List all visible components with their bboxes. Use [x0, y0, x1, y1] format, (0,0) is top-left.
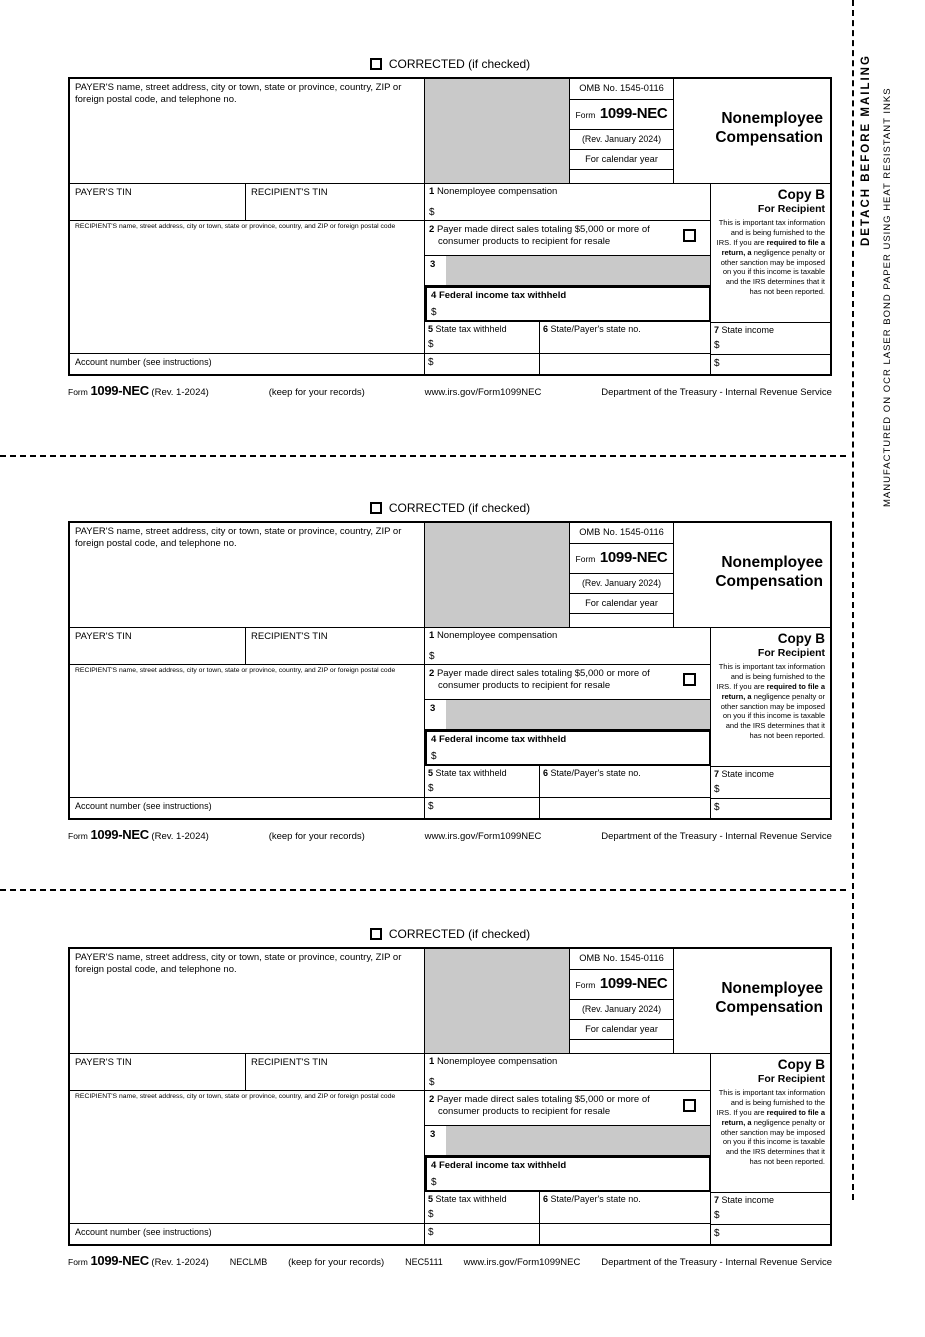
- form-title: [674, 949, 830, 1054]
- account-number-field: [70, 797, 425, 818]
- for-recipient-label: For Recipient: [757, 1073, 825, 1085]
- box3-shaded: [425, 1126, 711, 1156]
- box1-label-row: [429, 1056, 706, 1068]
- footer-irs-url: www.irs.gov/Form1099NEC: [463, 1257, 581, 1268]
- box2-checkbox[interactable]: [683, 229, 696, 242]
- recipient-tin-label: RECIPIENT'S TIN: [251, 631, 328, 642]
- recipient-tin-field: [246, 184, 425, 221]
- form-number-box: [570, 544, 673, 574]
- form-1099nec-sheet: [0, 927, 846, 1337]
- box6-number: 6: [543, 1194, 549, 1204]
- footer-keep-label: (keep for your records): [268, 831, 365, 842]
- state-row-divider: [425, 353, 539, 354]
- form-word: Form: [575, 980, 596, 990]
- box4-label-row: [431, 1160, 705, 1172]
- box6-number: 6: [543, 324, 549, 334]
- box4-number: 4: [431, 734, 437, 745]
- payer-tin-label: PAYER'S TIN: [75, 1057, 132, 1068]
- corrected-checkbox[interactable]: [370, 928, 382, 940]
- box2-label-row: [429, 224, 670, 248]
- calendar-year-label: For calendar year: [570, 1020, 673, 1040]
- box4-label: Federal income tax withheld: [438, 734, 567, 745]
- state-row-divider: [540, 353, 710, 354]
- box3-shaded: [425, 700, 711, 730]
- form-grid: [68, 77, 832, 376]
- account-number-label: Account number (see instructions): [75, 357, 212, 367]
- form-title-line1: Nonemployee: [721, 554, 823, 571]
- calendar-year-label: For calendar year: [570, 150, 673, 170]
- copy-b-label: Copy B: [777, 187, 825, 202]
- omb-column: [570, 79, 674, 184]
- form-word: Form: [575, 110, 596, 120]
- notice-text-2: negligence penalty or other sanction may be imposed on you if this income is taxable and the IRS determines that it has not been reported.: [720, 691, 825, 741]
- notice-text-bold: required to file a return, a: [721, 1107, 825, 1127]
- box4-label-row: [431, 290, 705, 302]
- footer-product-code-1: NECLMB: [229, 1257, 268, 1267]
- payer-tin-field: [70, 184, 246, 221]
- recipient-notice: [716, 218, 825, 297]
- notice-text-1: This is important tax information and is being furnished to the IRS. If you are: [716, 218, 825, 247]
- form-title-line1: Nonemployee: [721, 980, 823, 997]
- box1-label: Nonemployee compensation: [436, 630, 558, 641]
- box1-dollar-sign: $: [429, 207, 435, 218]
- box7-dollar-sign-2: $: [714, 1228, 720, 1239]
- account-number-field: [70, 1223, 425, 1244]
- recipient-tin-label: RECIPIENT'S TIN: [251, 1057, 328, 1068]
- box5-label: State tax withheld: [435, 1194, 507, 1204]
- footer-keep-label: (keep for your records): [268, 387, 365, 398]
- form-title: [674, 79, 830, 184]
- box1-number: 1: [429, 186, 435, 197]
- box3-shaded-fill: [446, 700, 710, 729]
- box7-state-income: [711, 322, 830, 374]
- notice-text-1: This is important tax information and is being furnished to the IRS. If you are: [716, 1088, 825, 1117]
- recipient-notice: [716, 1088, 825, 1167]
- state-row-divider: [540, 1223, 710, 1224]
- omb-column: [570, 949, 674, 1054]
- box7-number: 7: [714, 769, 720, 779]
- recipient-info-label: RECIPIENT'S name, street address, city or town, state or province, country, and ZIP or foreign postal code: [75, 667, 396, 674]
- footer-form-id: [68, 383, 209, 398]
- box4-number: 4: [431, 290, 437, 301]
- box3-shaded: [425, 256, 711, 286]
- box7-number: 7: [714, 1195, 720, 1205]
- form-title-line2: Compensation: [715, 573, 823, 591]
- box7-label: State income: [721, 769, 775, 779]
- box2-direct-sales: [425, 1091, 711, 1126]
- box7-label: State income: [721, 1195, 775, 1205]
- footer-treasury-label: Department of the Treasury - Internal Revenue Service: [601, 831, 832, 842]
- corrected-label: CORRECTED (if checked): [388, 501, 531, 515]
- footer-form-word: Form: [68, 387, 88, 397]
- box2-label-row: [429, 668, 670, 692]
- box2-label: Payer made direct sales totaling $5,000 or more of consumer products to recipient for resale: [436, 668, 650, 691]
- manufactured-notice-text: MANUFACTURED ON OCR LASER BOND PAPER USING HEAT RESISTANT INKS: [882, 87, 893, 507]
- state-row-divider: [540, 797, 710, 798]
- notice-text-bold: required to file a return, a: [721, 681, 825, 701]
- box1-label-row: [429, 630, 706, 642]
- footer-revision: (Rev. 1-2024): [151, 1257, 209, 1268]
- box2-label: Payer made direct sales totaling $5,000 or more of consumer products to recipient for resale: [436, 224, 650, 247]
- form-title-line2: Compensation: [715, 129, 823, 147]
- box2-number: 2: [429, 1094, 435, 1105]
- box1-label: Nonemployee compensation: [436, 186, 558, 197]
- form-word: Form: [575, 554, 596, 564]
- omb-number: OMB No. 1545-0116: [570, 949, 673, 970]
- box4-dollar-sign: $: [431, 307, 437, 318]
- footer-irs-url: www.irs.gov/Form1099NEC: [424, 387, 542, 398]
- box2-direct-sales: [425, 221, 711, 256]
- account-number-field: [70, 353, 425, 374]
- box6-state-payer-number: [540, 766, 711, 818]
- recipient-tin-field: [246, 1054, 425, 1091]
- footer-treasury-label: Department of the Treasury - Internal Revenue Service: [601, 1257, 832, 1268]
- footer-irs-url: www.irs.gov/Form1099NEC: [424, 831, 542, 842]
- form-title-line1: Nonemployee: [721, 110, 823, 127]
- corrected-row: [68, 501, 832, 518]
- form-number: 1099-NEC: [599, 105, 668, 122]
- box2-direct-sales: [425, 665, 711, 700]
- footer-form-number: 1099-NEC: [90, 827, 149, 842]
- copy-b-label: Copy B: [777, 631, 825, 646]
- box6-label: State/Payer's state no.: [550, 324, 641, 334]
- form-title: [674, 523, 830, 628]
- box1-dollar-sign: $: [429, 1077, 435, 1088]
- box5-number: 5: [428, 768, 434, 778]
- box5-label-row: [428, 768, 536, 779]
- box3-shaded-fill: [446, 256, 710, 285]
- box4-label: Federal income tax withheld: [438, 290, 567, 301]
- form-number: 1099-NEC: [599, 975, 668, 992]
- payer-tin-field: [70, 628, 246, 665]
- box5-label: State tax withheld: [435, 768, 507, 778]
- box2-label: Payer made direct sales totaling $5,000 or more of consumer products to recipient for resale: [436, 1094, 650, 1117]
- box4-number: 4: [431, 1160, 437, 1171]
- shaded-area: [425, 523, 570, 628]
- box5-dollar-sign-1: $: [428, 339, 434, 350]
- for-recipient-label: For Recipient: [757, 647, 825, 659]
- omb-number: OMB No. 1545-0116: [570, 79, 673, 100]
- box5-dollar-sign-2: $: [428, 357, 434, 368]
- box1-number: 1: [429, 630, 435, 641]
- omb-number: OMB No. 1545-0116: [570, 523, 673, 544]
- box4-federal-tax-withheld: [425, 730, 711, 766]
- box2-checkbox[interactable]: [683, 1099, 696, 1112]
- box4-dollar-sign: $: [431, 1177, 437, 1188]
- payer-info-field: [70, 79, 425, 184]
- form-footer: [68, 1253, 832, 1268]
- box5-state-tax-withheld: [425, 766, 540, 818]
- footer-form-number: 1099-NEC: [90, 383, 149, 398]
- box7-dollar-sign-2: $: [714, 802, 720, 813]
- recipient-tin-label: RECIPIENT'S TIN: [251, 187, 328, 198]
- state-row-divider: [711, 1224, 830, 1225]
- box5-label-row: [428, 324, 536, 335]
- box7-number: 7: [714, 325, 720, 335]
- box2-number: 2: [429, 668, 435, 679]
- box5-number: 5: [428, 324, 434, 334]
- form-number-box: [570, 970, 673, 1000]
- corrected-row: [68, 57, 832, 74]
- box5-number: 5: [428, 1194, 434, 1204]
- box3-shaded-fill: [446, 1126, 710, 1155]
- form-footer: [68, 383, 832, 398]
- box6-number: 6: [543, 768, 549, 778]
- state-row-divider: [711, 354, 830, 355]
- notice-text-2: negligence penalty or other sanction may be imposed on you if this income is taxable and the IRS determines that it has not been reported.: [720, 247, 825, 297]
- box4-federal-tax-withheld: [425, 1156, 711, 1192]
- box2-label-row: [429, 1094, 670, 1118]
- corrected-label: CORRECTED (if checked): [388, 927, 531, 941]
- box5-dollar-sign-2: $: [428, 801, 434, 812]
- box7-dollar-sign-2: $: [714, 358, 720, 369]
- box5-label: State tax withheld: [435, 324, 507, 334]
- footer-revision: (Rev. 1-2024): [151, 387, 209, 398]
- shaded-area: [425, 949, 570, 1054]
- payer-info-label: PAYER'S name, street address, city or town, state or province, country, ZIP or foreign postal code, and telephone no.: [75, 526, 402, 550]
- box6-label: State/Payer's state no.: [550, 768, 641, 778]
- box4-label-row: [431, 734, 705, 746]
- form-number-box: [570, 100, 673, 130]
- box3-number: 3: [430, 703, 436, 714]
- box7-state-income: [711, 766, 830, 818]
- account-number-label: Account number (see instructions): [75, 801, 212, 811]
- recipient-tin-field: [246, 628, 425, 665]
- box4-label: Federal income tax withheld: [438, 1160, 567, 1171]
- recipient-info-field: [70, 1091, 425, 1223]
- copy-b-column: [711, 628, 830, 766]
- form-grid: [68, 947, 832, 1246]
- copy-b-column: [711, 1054, 830, 1192]
- account-number-label: Account number (see instructions): [75, 1227, 212, 1237]
- box7-dollar-sign-1: $: [714, 340, 720, 351]
- form-1099nec-sheet: [0, 501, 846, 891]
- shaded-area: [425, 79, 570, 184]
- form-footer: [68, 827, 832, 842]
- box1-label: Nonemployee compensation: [436, 1056, 558, 1067]
- footer-product-code-2: NEC5111: [405, 1257, 443, 1267]
- footer-form-number: 1099-NEC: [90, 1253, 149, 1268]
- box5-dollar-sign-1: $: [428, 1209, 434, 1220]
- box1-nonemployee-compensation: [425, 628, 711, 665]
- notice-text-bold: required to file a return, a: [721, 237, 825, 257]
- box1-nonemployee-compensation: [425, 184, 711, 221]
- footer-form-word: Form: [68, 1257, 88, 1267]
- box7-label: State income: [721, 325, 775, 335]
- payer-info-field: [70, 949, 425, 1054]
- vertical-perforation-line: [852, 0, 854, 1200]
- footer-revision: (Rev. 1-2024): [151, 831, 209, 842]
- box7-label-row: [714, 769, 827, 780]
- box3-number: 3: [430, 1129, 436, 1140]
- box4-dollar-sign: $: [431, 751, 437, 762]
- state-row-divider: [425, 797, 539, 798]
- state-row-divider: [425, 1223, 539, 1224]
- revision-label: (Rev. January 2024): [570, 1000, 673, 1020]
- form-grid: [68, 521, 832, 820]
- box6-state-payer-number: [540, 322, 711, 374]
- payer-tin-label: PAYER'S TIN: [75, 631, 132, 642]
- form-number: 1099-NEC: [599, 549, 668, 566]
- footer-form-word: Form: [68, 831, 88, 841]
- notice-text-1: This is important tax information and is being furnished to the IRS. If you are: [716, 662, 825, 691]
- detach-before-mailing-text: DETACH BEFORE MAILING: [860, 54, 872, 246]
- revision-label: (Rev. January 2024): [570, 574, 673, 594]
- box7-label-row: [714, 1195, 827, 1206]
- recipient-info-field: [70, 221, 425, 353]
- box1-dollar-sign: $: [429, 651, 435, 662]
- state-row-divider: [711, 798, 830, 799]
- payer-info-label: PAYER'S name, street address, city or town, state or province, country, ZIP or foreign postal code, and telephone no.: [75, 82, 402, 106]
- box5-state-tax-withheld: [425, 322, 540, 374]
- box7-label-row: [714, 325, 827, 336]
- recipient-notice: [716, 662, 825, 741]
- box1-nonemployee-compensation: [425, 1054, 711, 1091]
- box5-dollar-sign-1: $: [428, 783, 434, 794]
- box7-dollar-sign-1: $: [714, 784, 720, 795]
- box1-number: 1: [429, 1056, 435, 1067]
- payer-info-field: [70, 523, 425, 628]
- revision-label: (Rev. January 2024): [570, 130, 673, 150]
- box3-number: 3: [430, 259, 436, 270]
- recipient-info-field: [70, 665, 425, 797]
- form-title-line2: Compensation: [715, 999, 823, 1017]
- box4-federal-tax-withheld: [425, 286, 711, 322]
- omb-column: [570, 523, 674, 628]
- box2-number: 2: [429, 224, 435, 235]
- box6-label: State/Payer's state no.: [550, 1194, 641, 1204]
- box6-label-row: [543, 768, 707, 779]
- footer-treasury-label: Department of the Treasury - Internal Revenue Service: [601, 387, 832, 398]
- recipient-info-label: RECIPIENT'S name, street address, city or town, state or province, country, and ZIP or foreign postal code: [75, 1093, 396, 1100]
- calendar-year-label: For calendar year: [570, 594, 673, 614]
- box7-dollar-sign-1: $: [714, 1210, 720, 1221]
- recipient-info-label: RECIPIENT'S name, street address, city or town, state or province, country, and ZIP or foreign postal code: [75, 223, 396, 230]
- for-recipient-label: For Recipient: [757, 203, 825, 215]
- corrected-checkbox[interactable]: [370, 58, 382, 70]
- corrected-label: CORRECTED (if checked): [388, 57, 531, 71]
- footer-form-id: [68, 1253, 209, 1268]
- copy-b-label: Copy B: [777, 1057, 825, 1072]
- corrected-checkbox[interactable]: [370, 502, 382, 514]
- footer-form-id: [68, 827, 209, 842]
- notice-text-2: negligence penalty or other sanction may be imposed on you if this income is taxable and the IRS determines that it has not been reported.: [720, 1117, 825, 1167]
- box1-label-row: [429, 186, 706, 198]
- box5-dollar-sign-2: $: [428, 1227, 434, 1238]
- copy-b-column: [711, 184, 830, 322]
- box6-label-row: [543, 324, 707, 335]
- footer-keep-label: (keep for your records): [288, 1257, 385, 1268]
- box2-checkbox[interactable]: [683, 673, 696, 686]
- payer-info-label: PAYER'S name, street address, city or town, state or province, country, ZIP or foreign postal code, and telephone no.: [75, 952, 402, 976]
- form-1099nec-sheet: [0, 57, 846, 457]
- payer-tin-field: [70, 1054, 246, 1091]
- corrected-row: [68, 927, 832, 944]
- payer-tin-label: PAYER'S TIN: [75, 187, 132, 198]
